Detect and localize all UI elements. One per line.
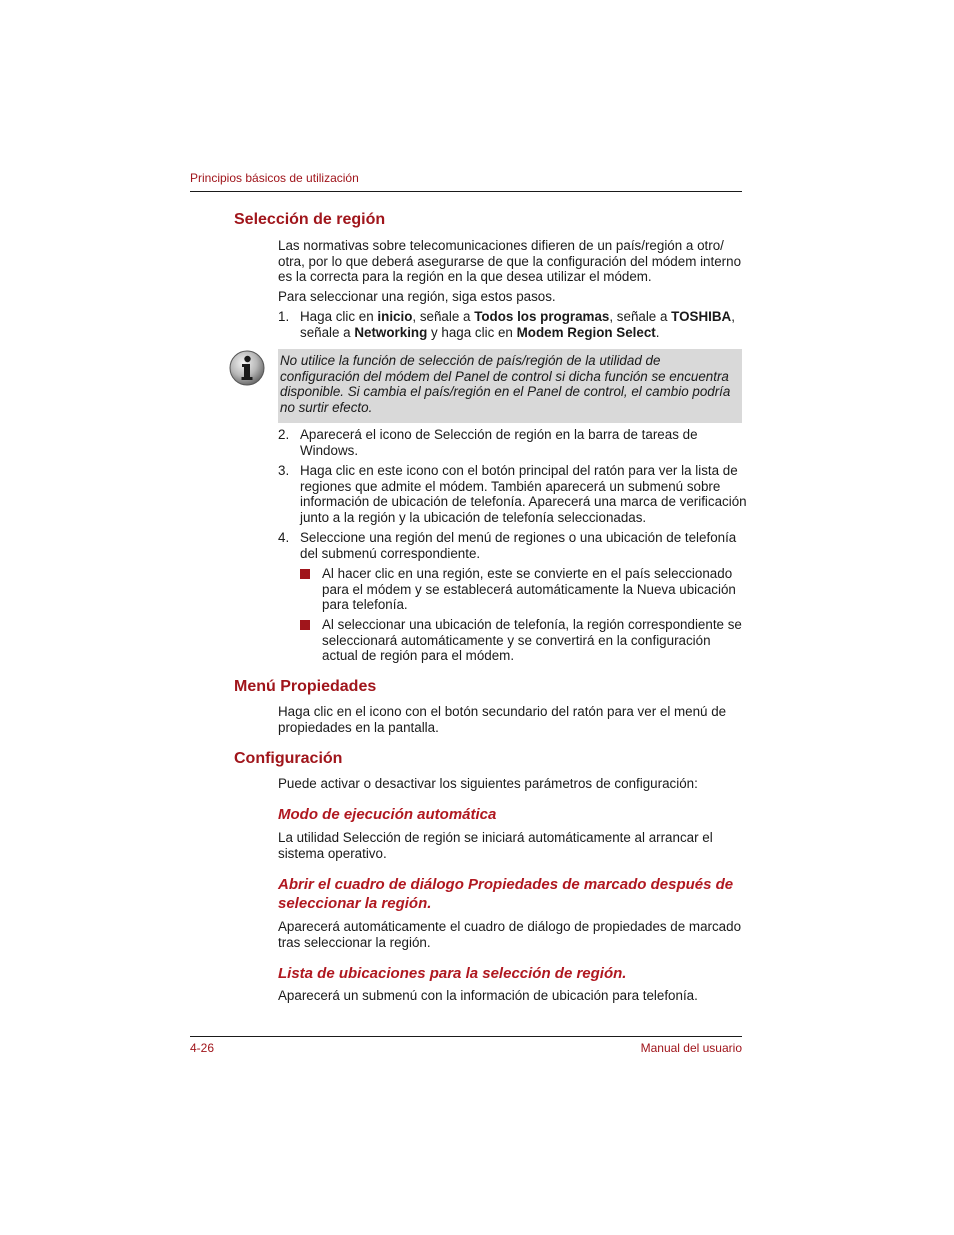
autorun-text: La utilidad Selección de región se iniciará automáticamente al arrancar el sistema operativo. [278,830,713,861]
region-intro-2: Para seleccionar una región, siga estos pasos. [278,289,556,304]
location-list-text: Aparecerá un submenú con la información de ubicación para telefonía. [278,988,698,1003]
step-number: 3. [278,463,290,478]
properties-text: Haga clic en el icono con el botón secundario del ratón para ver el menú de propiedades en la pantalla. [278,704,727,735]
section-title-properties: Menú Propiedades [234,678,377,695]
step-3: Haga clic en este icono con el botón principal del ratón para ver la lista de regiones que admite el módem. También aparecerá un submenú sobre información de ubicación de telefonía. Aparecerá una marca de verificación junto a la región y la ubicación de telefonía seleccionadas. [300,463,747,525]
info-icon [229,350,265,386]
step-number: 2. [278,427,290,442]
step-4: Seleccione una región del menú de regiones o una ubicación de telefonía del submenú correspondiente. [300,530,737,561]
manual-title: Manual del usuario [640,1041,742,1055]
dialing-properties-text: Aparecerá automáticamente el cuadro de diálogo de propiedades de marcado tras seleccionar la región. [278,919,742,950]
subsection-title-autorun: Modo de ejecución automática [278,806,497,823]
step-number: 1. [278,309,290,324]
region-intro: Las normativas sobre telecomunicaciones difieren de un país/región a otro/ otra, por lo que deberá asegurarse de que la configuración del módem interno es la correcta para la región en la que desea utilizar el módem. [278,238,742,285]
bullet-square [300,569,310,579]
configuration-text: Puede activar o desactivar los siguientes parámetros de configuración: [278,776,698,791]
footer-rule [190,1036,742,1037]
step-2: Aparecerá el icono de Selección de región en la barra de tareas de Windows. [300,427,698,458]
note-text: No utilice la función de selección de país/región de la utilidad de configuración del módem del Panel de control si dicha función se encuentra disponible. Si cambia el país/región en el Panel de control, el cambio podría no surtir efecto. [280,353,731,415]
step-number: 4. [278,530,290,545]
section-title-region: Selección de región [234,211,386,228]
section-title-configuration: Configuración [234,750,343,767]
bullet-item: Al hacer clic en una región, este se convierte en el país seleccionado para el módem y se establecerá automáticamente la Nueva ubicación para telefonía. [322,566,736,613]
bullet-square [300,620,310,630]
subsection-title-location-list: Lista de ubicaciones para la selección de región. [278,965,627,982]
bullet-item: Al seleccionar una ubicación de telefonía, la región correspondiente se seleccionará automáticamente y se convertirá en la configuración actual de región para el módem. [322,617,742,664]
header-rule [190,191,742,192]
step-1: Haga clic en inicio, señale a Todos los programas, señale a TOSHIBA, señale a Networking y haga clic en Modem Region Select. [300,309,735,340]
running-header: Principios básicos de utilización [190,171,359,185]
page-number: 4-26 [190,1041,215,1055]
subsection-title-dialing-properties: Abrir el cuadro de diálogo Propiedades de marcado después de seleccionar la región. [278,876,734,912]
